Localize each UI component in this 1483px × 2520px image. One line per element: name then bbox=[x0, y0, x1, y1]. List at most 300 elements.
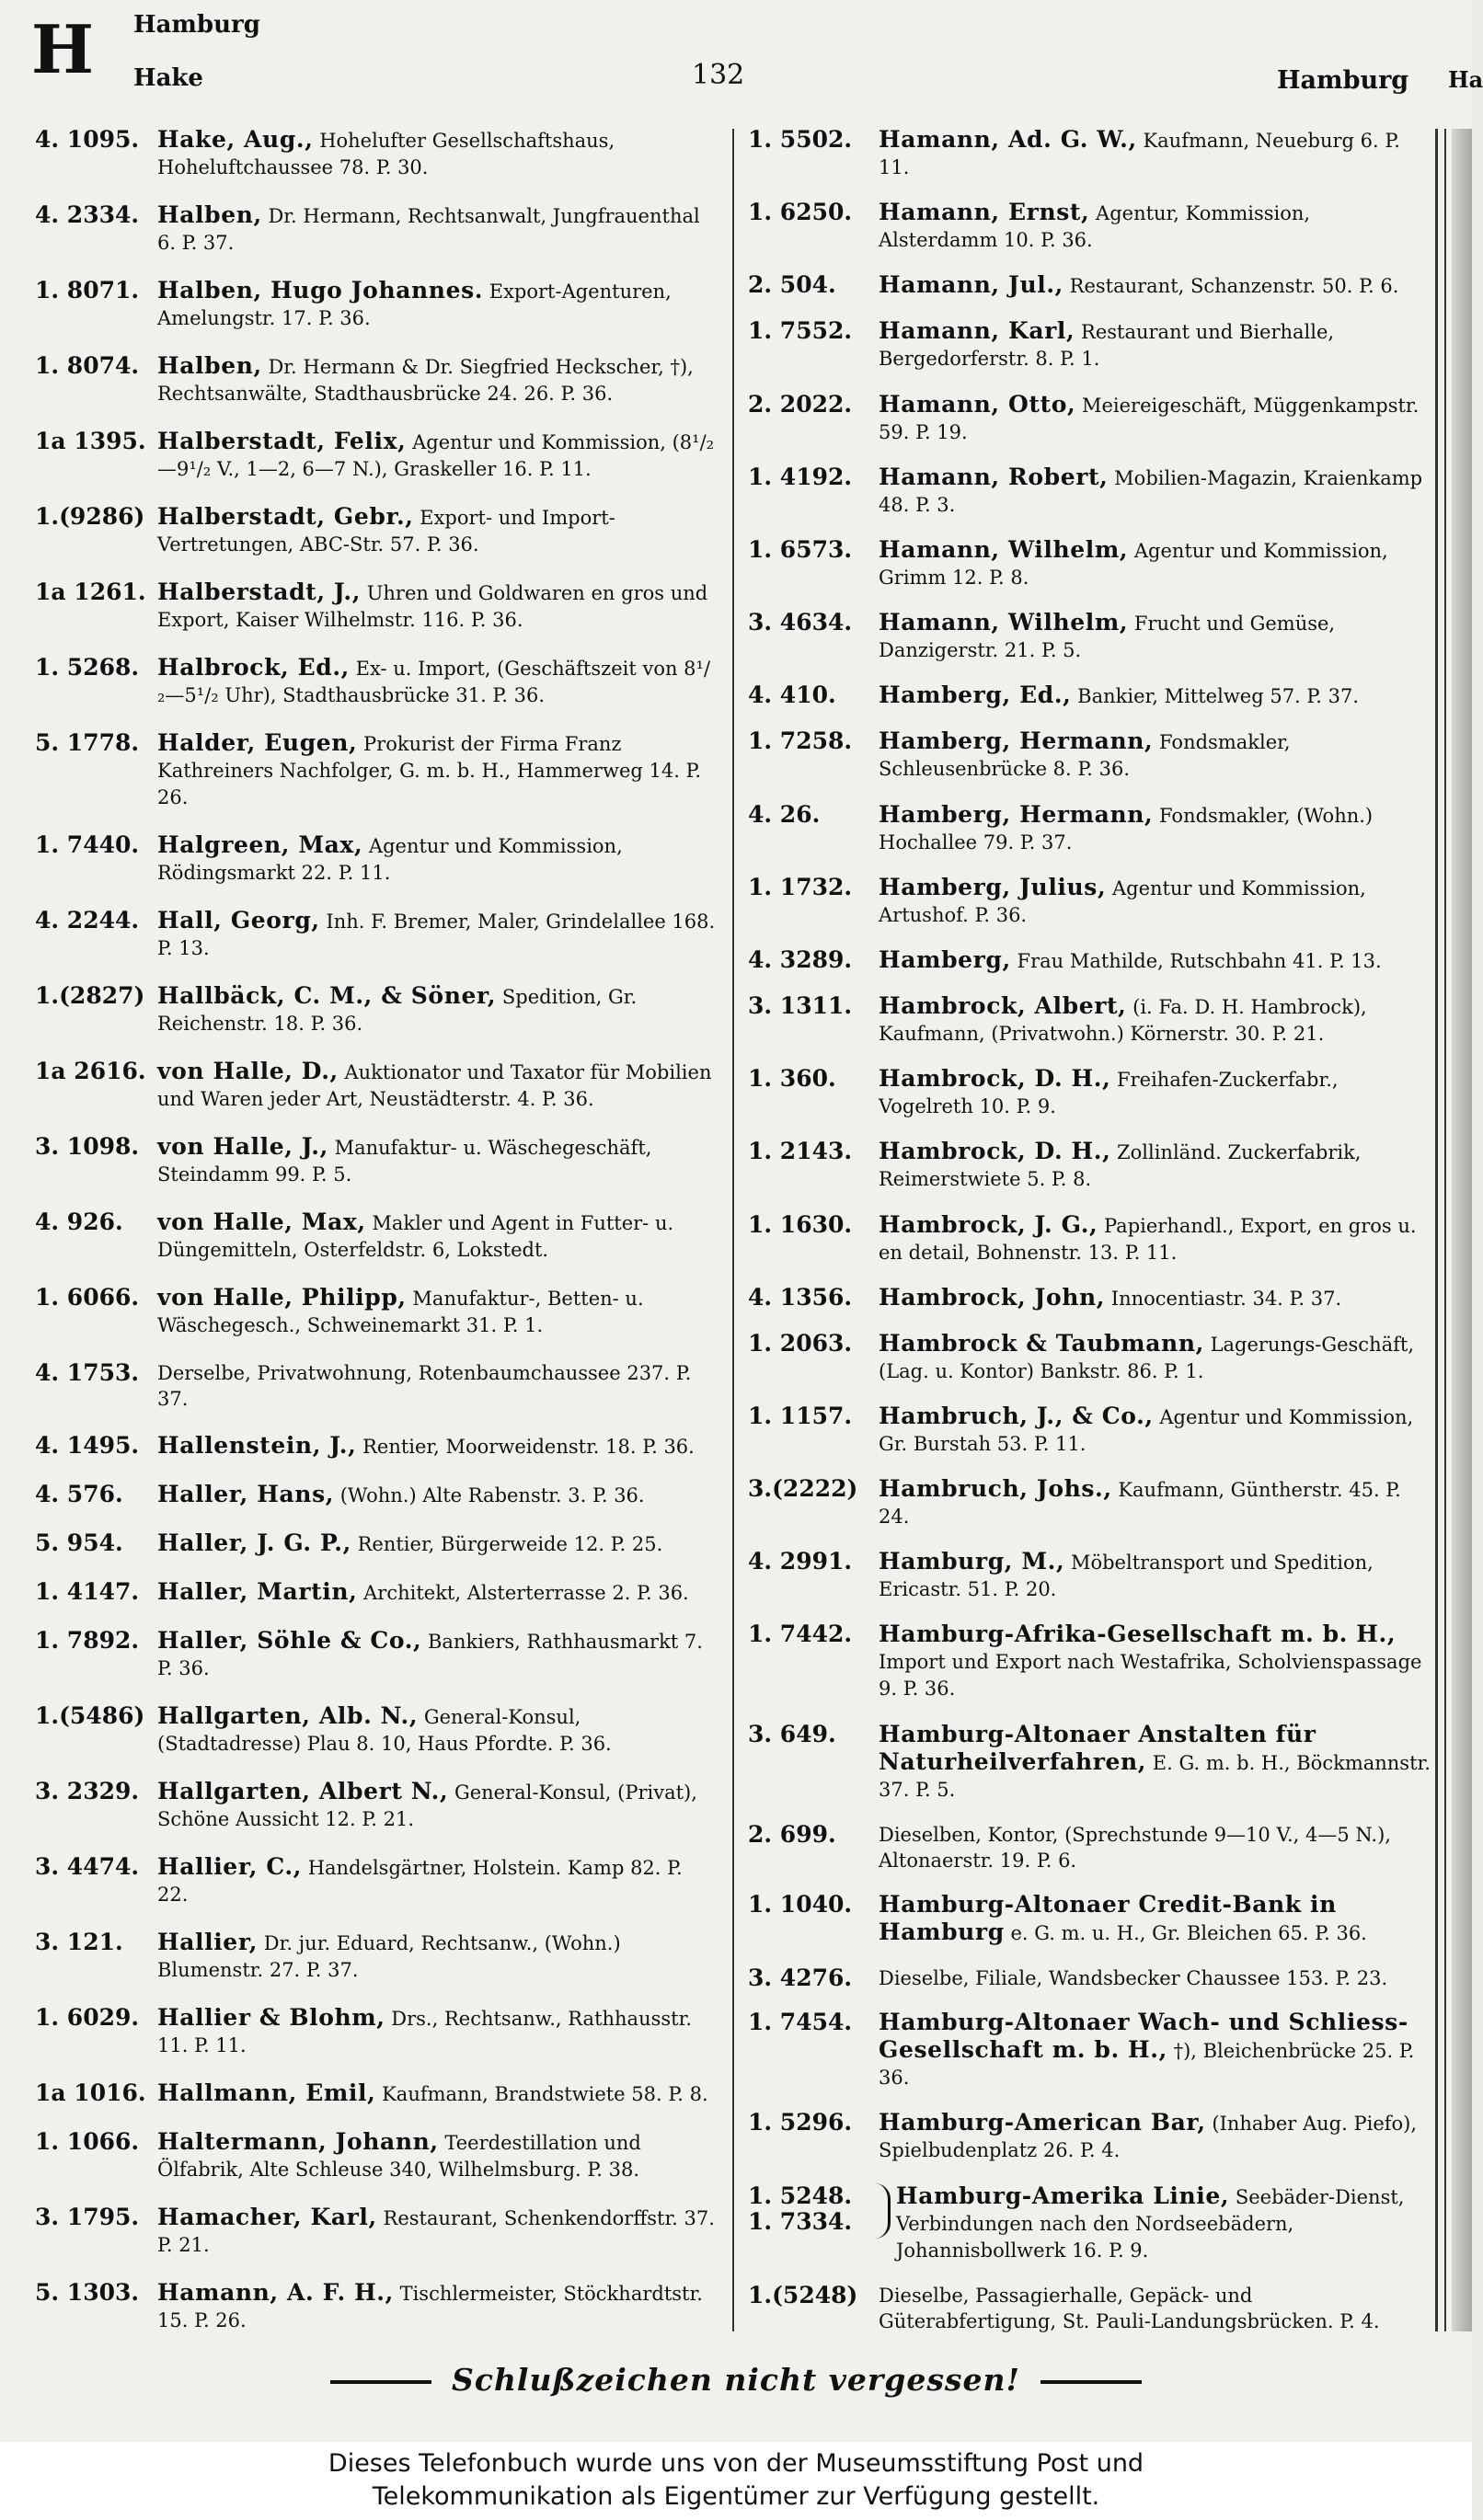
phone-number: 1. 1040. bbox=[748, 1890, 853, 1918]
phone-number: 1. 5268. bbox=[35, 654, 140, 681]
phone-number: 4. 2244. bbox=[35, 907, 140, 934]
phone-number: 4. 1095. bbox=[35, 126, 140, 153]
directory-entry bbox=[748, 1476, 1431, 1530]
directory-entry bbox=[748, 1965, 1431, 1991]
subscriber-name: Hallier, C., bbox=[157, 1853, 303, 1880]
section-letter: H bbox=[31, 10, 93, 88]
directory-entry bbox=[748, 1403, 1431, 1458]
phone-number bbox=[748, 2183, 879, 2235]
phone-number: 1. 7552. bbox=[748, 317, 853, 345]
entry-text bbox=[879, 875, 1431, 929]
phone-number: 3. 1795. bbox=[35, 2204, 140, 2230]
entry-text bbox=[157, 1059, 716, 1113]
directory-entry bbox=[748, 1331, 1431, 1385]
entry-text bbox=[157, 1482, 716, 1509]
phone-number: 1. 5296. bbox=[748, 2109, 853, 2136]
entry-text bbox=[157, 429, 716, 483]
directory-entry bbox=[748, 2283, 1431, 2334]
directory-entry bbox=[35, 429, 716, 483]
entry-text bbox=[879, 1621, 1431, 1702]
entry-text bbox=[157, 832, 716, 887]
phone-number: 1a 1261. bbox=[35, 578, 146, 605]
subscriber-name: von Halle, Philipp, bbox=[157, 1284, 407, 1311]
directory-entry bbox=[748, 537, 1431, 591]
subscriber-name: von Halle, Max, bbox=[157, 1208, 366, 1235]
subscriber-name: Hambrock & Taubmann, bbox=[879, 1329, 1204, 1357]
entry-text bbox=[879, 947, 1431, 975]
entry-text bbox=[879, 1212, 1431, 1266]
phone-number: 4. 2334. bbox=[35, 201, 140, 228]
entry-text bbox=[879, 2283, 1431, 2334]
entry-text bbox=[157, 1779, 716, 1833]
directory-entry bbox=[35, 1703, 716, 1758]
subscriber-details: Restaurant, Schenkendorffstr. 37. P. 21. bbox=[157, 2207, 715, 2256]
subscriber-details: Rentier, Moorweidenstr. 18. P. 36. bbox=[356, 1436, 695, 1458]
directory-entry bbox=[35, 1930, 716, 1984]
phone-number: 1. 2063. bbox=[748, 1329, 853, 1357]
directory-entry bbox=[35, 983, 716, 1037]
subscriber-details: Agentur und Kommission, Rödingsmarkt 22. P. 11. bbox=[157, 835, 623, 884]
subscriber-name: Haller, Martin, bbox=[157, 1578, 358, 1605]
directory-entry bbox=[35, 353, 716, 407]
entry-text bbox=[879, 318, 1431, 372]
phone-number: 4. 1356. bbox=[748, 1283, 853, 1311]
directory-entry bbox=[748, 1892, 1431, 1947]
subscriber-name: Haller, Hans, bbox=[157, 1481, 335, 1507]
entry-text bbox=[157, 579, 716, 634]
header-city-left: Hamburg bbox=[133, 11, 260, 39]
entry-text bbox=[157, 908, 716, 962]
subscriber-details: Dieselben, Kontor, (Sprechstunde 9—10 V., 4—5 N.), Altonaerstr. 19. P. 6. bbox=[879, 1823, 1391, 1872]
subscriber-details: E. G. m. b. H., Böckmannstr. 37. P. 5. bbox=[879, 1751, 1431, 1801]
entry-text bbox=[157, 278, 716, 332]
page-number: 132 bbox=[692, 59, 745, 91]
right-border-rule bbox=[1435, 129, 1438, 2331]
subscriber-details: Dieselbe, Filiale, Wandsbecker Chaussee 153. P. 23. bbox=[879, 1967, 1388, 1990]
subscriber-details: Dr. Hermann, Rechtsanwalt, Jungfrauenthal 6. P. 37. bbox=[157, 205, 700, 254]
entry-text bbox=[879, 1965, 1431, 1991]
subscriber-details: Agentur und Kommission, Grimm 12. P. 8. bbox=[879, 539, 1388, 589]
phone-number: 3. 2329. bbox=[35, 1778, 140, 1804]
phone-number: 1. 8071. bbox=[35, 277, 140, 304]
provenance-line-1: Dieses Telefonbuch wurde uns von der Museumsstiftung Post und bbox=[328, 2449, 1144, 2478]
directory-entry bbox=[748, 2110, 1431, 2164]
right-border-rule-2 bbox=[1444, 129, 1446, 2331]
phone-number: 4. 3289. bbox=[748, 945, 853, 973]
subscriber-name: Hamacher, Karl, bbox=[157, 2204, 377, 2230]
entry-text bbox=[157, 1134, 716, 1188]
subscriber-details: (Wohn.) Alte Rabenstr. 3. P. 36. bbox=[334, 1484, 645, 1506]
right-column bbox=[748, 127, 1431, 2334]
directory-entry bbox=[748, 682, 1431, 710]
directory-entry bbox=[748, 993, 1431, 1048]
subscriber-name: Hallier & Blohm, bbox=[157, 2004, 385, 2031]
subscriber-details: Rentier, Bürgerweide 12. P. 25. bbox=[351, 1533, 663, 1555]
entry-text bbox=[157, 2129, 716, 2183]
entry-text bbox=[879, 464, 1431, 519]
phone-number: 1. 7442. bbox=[748, 1621, 853, 1648]
directory-entry bbox=[748, 1549, 1431, 1603]
directory-entry bbox=[35, 1360, 716, 1412]
phone-number: 5. 1303. bbox=[35, 2279, 140, 2306]
subscriber-name: Halben, bbox=[157, 201, 262, 228]
subscriber-name: Hambruch, Johs., bbox=[879, 1475, 1112, 1503]
phone-number: 1.(2827) bbox=[35, 982, 145, 1009]
entry-text bbox=[879, 1822, 1431, 1873]
subscriber-name: Hallenstein, J., bbox=[157, 1432, 357, 1459]
subscriber-details: Export- und Import-Vertretungen, ABC-Str. 57. P. 36. bbox=[157, 507, 615, 556]
subscriber-details: e. G. m. u. H., Gr. Bleichen 65. P. 36. bbox=[1004, 1921, 1367, 1944]
subscriber-details: General-Konsul, (Privat), Schöne Aussicht 12. P. 21. bbox=[157, 1781, 697, 1830]
entry-text bbox=[879, 1722, 1431, 1804]
directory-entry bbox=[748, 610, 1431, 664]
entry-text bbox=[879, 1476, 1431, 1530]
subscriber-name: von Halle, J., bbox=[157, 1133, 328, 1160]
phone-number: 1. 7892. bbox=[35, 1627, 140, 1654]
phone-number: 1a 1395. bbox=[35, 428, 146, 454]
entry-text bbox=[157, 1209, 716, 1264]
entry-text bbox=[157, 1930, 716, 1984]
directory-entry bbox=[35, 1779, 716, 1833]
subscriber-name: Haller, Söhle & Co., bbox=[157, 1627, 422, 1654]
directory-entry bbox=[35, 2080, 716, 2108]
subscriber-details: Hohelufter Gesellschaftshaus, Hoheluftchaussee 78. P. 30. bbox=[157, 130, 615, 178]
subscriber-name: Hamburg-Altonaer Wach- und Schliess-Gesellschaft m. b. H., bbox=[879, 2009, 1408, 2064]
group-brace bbox=[875, 2183, 891, 2239]
directory-entry bbox=[35, 1134, 716, 1188]
subscriber-name: Hamberg, Ed., bbox=[879, 682, 1072, 709]
subscriber-name: Hamann, A. F. H., bbox=[157, 2279, 394, 2306]
directory-entry bbox=[748, 802, 1431, 856]
subscriber-details: Import und Export nach Westafrika, Scholvienspassage 9. P. 36. bbox=[879, 1651, 1422, 1701]
subscriber-name: Hamberg, Hermann, bbox=[879, 800, 1154, 828]
phone-number: 4. 576. bbox=[35, 1481, 123, 1507]
entry-text bbox=[879, 610, 1431, 664]
phone-number: 1. 8074. bbox=[35, 352, 140, 379]
directory-entry bbox=[35, 655, 716, 709]
entry-text bbox=[879, 2110, 1431, 2164]
subscriber-name: Hamann, Wilhelm, bbox=[879, 535, 1129, 563]
directory-entry bbox=[748, 875, 1431, 929]
subscriber-details: (i. Fa. D. H. Hambrock), Kaufmann, (Privatwohn.) Körnerstr. 30. P. 21. bbox=[879, 996, 1367, 1046]
subscriber-name: Hambrock, D. H., bbox=[879, 1138, 1111, 1165]
directory-entry bbox=[748, 947, 1431, 975]
phone-number: 4. 1753. bbox=[35, 1359, 140, 1386]
directory-entry bbox=[35, 730, 716, 811]
phone-number: 1. 6029. bbox=[35, 2004, 140, 2031]
subscriber-details: Bankier, Mittelweg 57. P. 37. bbox=[1071, 685, 1360, 708]
entry-text bbox=[157, 2080, 716, 2108]
entry-text bbox=[879, 802, 1431, 856]
entry-text bbox=[879, 272, 1431, 300]
subscriber-name: Hallbäck, C. M., & Söner, bbox=[157, 982, 497, 1009]
entry-text bbox=[157, 1285, 716, 1339]
subscriber-details: Kaufmann, Güntherstr. 45. P. 24. bbox=[879, 1479, 1401, 1529]
subscriber-name: Hamburg, M., bbox=[879, 1548, 1065, 1575]
subscriber-name: Hamberg, Hermann, bbox=[879, 727, 1154, 755]
phone-number: 3. 1098. bbox=[35, 1133, 140, 1160]
entry-text bbox=[879, 1892, 1431, 1947]
phone-number: 1.(5486) bbox=[35, 1702, 145, 1729]
directory-entry bbox=[35, 1579, 716, 1607]
reminder-banner bbox=[0, 2362, 1472, 2398]
next-page-edge-text: Ha bbox=[1448, 66, 1483, 93]
phone-number: 1.(5248) bbox=[748, 2281, 858, 2308]
subscriber-name: Hall, Georg, bbox=[157, 907, 320, 934]
directory-entry bbox=[35, 1285, 716, 1339]
phone-number: 1. 2143. bbox=[748, 1138, 853, 1165]
subscriber-name: Hambrock, Albert, bbox=[879, 992, 1127, 1020]
directory-entry bbox=[35, 2129, 716, 2183]
phone-number: 4. 410. bbox=[748, 682, 836, 709]
entry-text bbox=[157, 2205, 716, 2259]
directory-entry bbox=[748, 272, 1431, 300]
subscriber-name: Hambrock, D. H., bbox=[879, 1065, 1111, 1093]
directory-entry bbox=[748, 127, 1431, 181]
directory-entry bbox=[748, 1212, 1431, 1266]
entry-text bbox=[879, 537, 1431, 591]
phone-number: 1. 1732. bbox=[748, 873, 853, 900]
subscriber-name: Halberstadt, J., bbox=[157, 578, 362, 605]
subscriber-details: Teerdestillation und Ölfabrik, Alte Schleuse 340, Wilhelmsburg. P. 38. bbox=[157, 2132, 641, 2181]
reminder-line-left bbox=[330, 2380, 431, 2384]
subscriber-name: Hamann, Robert, bbox=[879, 463, 1109, 490]
phone-number: 1. 5502. bbox=[748, 126, 853, 153]
subscriber-name: Hamann, Ernst, bbox=[879, 199, 1090, 226]
subscriber-details: Prokurist der Firma Franz Kathreiners Nachfolger, G. m. b. H., Hammerweg 14. P. 26. bbox=[157, 733, 702, 808]
subscriber-name: Hake, Aug., bbox=[157, 126, 314, 153]
subscriber-name: Hamberg, bbox=[879, 945, 1011, 973]
entry-text bbox=[157, 504, 716, 558]
subscriber-name: Hamburg-Amerika Linie, bbox=[896, 2182, 1230, 2209]
subscriber-details: Restaurant, Schanzenstr. 50. P. 6. bbox=[1063, 275, 1399, 298]
subscriber-name: Haller, J. G. P., bbox=[157, 1529, 351, 1556]
subscriber-details: Innocentiastr. 34. P. 37. bbox=[1105, 1287, 1342, 1310]
subscriber-details: Dr. Hermann & Dr. Siegfried Heckscher, †), Rechtsanwälte, Stadthausbrücke 24. 26. P. 36. bbox=[157, 356, 694, 405]
subscriber-details: Dr. jur. Eduard, Rechtsanw., (Wohn.) Blumenstr. 27. P. 37. bbox=[157, 1932, 621, 1981]
directory-entry bbox=[748, 2183, 1431, 2264]
phone-number: 3. 4474. bbox=[35, 1853, 140, 1880]
entry-text bbox=[896, 2183, 1431, 2264]
directory-entry bbox=[35, 579, 716, 634]
phone-number: 2. 2022. bbox=[748, 390, 853, 418]
directory-entry bbox=[748, 1722, 1431, 1804]
directory-entry bbox=[748, 318, 1431, 372]
phone-number-line: 1. 7334. bbox=[748, 2207, 853, 2235]
reminder-line-right bbox=[1040, 2380, 1142, 2384]
directory-entry bbox=[748, 1066, 1431, 1120]
directory-entry bbox=[35, 278, 716, 332]
subscriber-name: Hamburg-Afrika-Gesellschaft m. b. H., bbox=[879, 1621, 1397, 1648]
subscriber-details: Frucht und Gemüse, Danzigerstr. 21. P. 5. bbox=[879, 613, 1336, 662]
phone-number: 3.(2222) bbox=[748, 1475, 858, 1503]
subscriber-name: Hamberg, Julius, bbox=[879, 873, 1107, 900]
subscriber-name: Halbrock, Ed., bbox=[157, 654, 350, 681]
entry-text bbox=[879, 392, 1431, 446]
subscriber-name: Hambrock, John, bbox=[879, 1283, 1106, 1311]
subscriber-details: Lagerungs-Geschäft, (Lag. u. Kontor) Bankstr. 86. P. 1. bbox=[879, 1333, 1414, 1382]
subscriber-details: Drs., Rechtsanw., Rathhausstr. 11. P. 11. bbox=[157, 2008, 693, 2056]
phone-number: 1. 4147. bbox=[35, 1578, 140, 1605]
entry-text bbox=[879, 1066, 1431, 1120]
provenance-line-2: Telekommunikation als Eigentümer zur Verfügung gestellt. bbox=[372, 2482, 1100, 2511]
subscriber-name: Hamburg-American Bar, bbox=[879, 2109, 1206, 2136]
subscriber-details: Restaurant und Bierhalle, Bergedorferstr. 8. P. 1. bbox=[879, 321, 1335, 371]
phone-number: 3. 649. bbox=[748, 1720, 836, 1747]
subscriber-name: Hambruch, J., & Co., bbox=[879, 1402, 1154, 1429]
subscriber-details: Frau Mathilde, Rutschbahn 41. P. 13. bbox=[1010, 949, 1382, 972]
subscriber-name: Halberstadt, Felix, bbox=[157, 428, 407, 454]
subscriber-details: Tischlermeister, Stöckhardtstr. 15. P. 26. bbox=[157, 2283, 703, 2331]
subscriber-details: Inh. F. Bremer, Maler, Grindelallee 168. P. 13. bbox=[157, 911, 716, 959]
phone-number: 4. 26. bbox=[748, 800, 821, 828]
entry-text bbox=[157, 1628, 716, 1682]
directory-entry bbox=[35, 2280, 716, 2334]
subscriber-name: Hamburg-Altonaer Credit-Bank in Hamburg bbox=[879, 1890, 1337, 1945]
directory-entry bbox=[35, 202, 716, 257]
directory-entry bbox=[35, 2005, 716, 2059]
phone-number: 1. 360. bbox=[748, 1065, 836, 1093]
directory-entry bbox=[35, 1530, 716, 1558]
directory-entry bbox=[35, 1209, 716, 1264]
subscriber-name: Halgreen, Max, bbox=[157, 831, 363, 858]
phone-number: 4. 1495. bbox=[35, 1432, 140, 1459]
subscriber-name: Halberstadt, Gebr., bbox=[157, 503, 414, 530]
entry-text bbox=[879, 728, 1431, 783]
directory-entry bbox=[35, 1059, 716, 1113]
directory-entry bbox=[748, 728, 1431, 783]
entry-text bbox=[157, 983, 716, 1037]
subscriber-details: Dieselbe, Passagierhalle, Gepäck- und Güterabfertigung, St. Pauli-Landungsbrücken. P. 4. bbox=[879, 2284, 1380, 2332]
entry-text bbox=[879, 2010, 1431, 2091]
subscriber-name: Hamburg-Altonaer Anstalten für Naturheilverfahren, bbox=[879, 1720, 1316, 1775]
directory-entry bbox=[748, 2010, 1431, 2091]
subscriber-details: Derselbe, Privatwohnung, Rotenbaumchaussee 237. P. 37. bbox=[157, 1362, 692, 1410]
phone-number: 4. 2991. bbox=[748, 1548, 853, 1575]
directory-entry bbox=[35, 127, 716, 181]
entry-text bbox=[879, 993, 1431, 1048]
phone-number: 1. 7440. bbox=[35, 831, 140, 858]
phone-number: 2. 699. bbox=[748, 1820, 836, 1848]
provenance-note bbox=[0, 2442, 1472, 2520]
entry-text bbox=[879, 1331, 1431, 1385]
phone-number: 1. 1066. bbox=[35, 2128, 140, 2155]
subscriber-details: Auktionator und Taxator für Mobilien und Waren jeder Art, Neustädterstr. 4. P. 36. bbox=[157, 1061, 712, 1110]
phone-number: 3. 4276. bbox=[748, 1964, 853, 1992]
directory-entry bbox=[748, 464, 1431, 519]
phone-number: 5. 954. bbox=[35, 1529, 123, 1556]
left-column bbox=[35, 127, 716, 2334]
subscriber-details: Handelsgärtner, Holstein. Kamp 82. P. 22. bbox=[157, 1857, 683, 1906]
subscriber-details: Freihafen-Zuckerfabr., Vogelreth 10. P. 9. bbox=[879, 1069, 1339, 1118]
phone-number: 3. 4634. bbox=[748, 609, 853, 636]
entry-text bbox=[157, 1433, 716, 1460]
phone-number-line: 1. 5248. bbox=[748, 2182, 853, 2209]
subscriber-details: Spedition, Gr. Reichenstr. 18. P. 36. bbox=[157, 986, 638, 1035]
directory-entry bbox=[35, 1433, 716, 1460]
entry-text bbox=[157, 2280, 716, 2334]
subscriber-details: Agentur und Kommission, Artushof. P. 36. bbox=[879, 876, 1366, 926]
subscriber-name: von Halle, D., bbox=[157, 1058, 339, 1084]
directory-entry bbox=[35, 1482, 716, 1509]
phone-number: 1a 2616. bbox=[35, 1058, 146, 1084]
subscriber-name: Halder, Eugen, bbox=[157, 729, 358, 756]
subscriber-name: Hallgarten, Albert N., bbox=[157, 1778, 449, 1804]
entry-text bbox=[879, 1549, 1431, 1603]
subscriber-name: Hallgarten, Alb. N., bbox=[157, 1702, 419, 1729]
column-divider bbox=[732, 129, 734, 2331]
directory-entry bbox=[35, 1628, 716, 1682]
subscriber-name: Hallier, bbox=[157, 1929, 259, 1955]
directory-entry bbox=[35, 1854, 716, 1908]
phone-number: 1. 7258. bbox=[748, 727, 853, 755]
subscriber-details: Seebäder-Dienst, Verbindungen nach den Nordseebädern, Johannisbollwerk 16. P. 9. bbox=[896, 2185, 1405, 2262]
subscriber-name: Hamann, Jul., bbox=[879, 271, 1063, 299]
header-first-keyword: Hake bbox=[133, 64, 203, 92]
directory-entry bbox=[748, 1621, 1431, 1702]
phone-number: 1. 1630. bbox=[748, 1210, 853, 1238]
subscriber-details: Meiereigeschäft, Müggenkampstr. 59. P. 19. bbox=[879, 394, 1420, 443]
subscriber-details: Manufaktur- u. Wäschegeschäft, Steindamm 99. P. 5. bbox=[157, 1137, 652, 1186]
subscriber-details: Agentur und Kommission, (8¹/₂—9¹/₂ V., 1—2, 6—7 N.), Graskeller 16. P. 11. bbox=[157, 431, 715, 480]
subscriber-details: Agentur, Kommission, Alsterdamm 10. P. 36. bbox=[879, 202, 1311, 252]
subscriber-name: Halben, bbox=[157, 352, 262, 379]
phone-number: 1. 6573. bbox=[748, 535, 853, 563]
phone-number: 1.(9286) bbox=[35, 503, 145, 530]
subscriber-name: Hamann, Karl, bbox=[879, 317, 1075, 345]
phone-number: 3. 1311. bbox=[748, 992, 853, 1020]
entry-text bbox=[879, 1139, 1431, 1193]
entry-text bbox=[879, 200, 1431, 254]
entry-text bbox=[157, 1530, 716, 1558]
entry-text bbox=[157, 2005, 716, 2059]
entry-text bbox=[157, 353, 716, 407]
subscriber-details: Kaufmann, Brandstwiete 58. P. 8. bbox=[375, 2083, 708, 2105]
subscriber-details: Ex- u. Import, (Geschäftszeit von 8¹/₂—5¹/₂ Uhr), Stadthausbrücke 31. P. 36. bbox=[157, 658, 711, 706]
phone-number: 1. 4192. bbox=[748, 463, 853, 490]
phone-number: 1. 7454. bbox=[748, 2009, 853, 2036]
entry-text bbox=[157, 1703, 716, 1758]
entry-text bbox=[157, 202, 716, 257]
subscriber-name: Hamann, Ad. G. W., bbox=[879, 126, 1137, 153]
subscriber-details: Agentur und Kommission, Gr. Burstah 53. P. 11. bbox=[879, 1405, 1414, 1455]
subscriber-details: Zollinländ. Zuckerfabrik, Reimerstwiete 5. P. 8. bbox=[879, 1141, 1362, 1191]
subscriber-details: Möbeltransport und Spedition, Ericastr. 51. P. 20. bbox=[879, 1552, 1374, 1601]
subscriber-name: Haltermann, Johann, bbox=[157, 2128, 439, 2155]
phone-number: 1. 1157. bbox=[748, 1402, 853, 1429]
subscriber-details: Manufaktur-, Betten- u. Wäschegesch., Schweinemarkt 31. P. 1. bbox=[157, 1288, 644, 1336]
header-city-right: Hamburg bbox=[1277, 66, 1409, 95]
phone-number: 1. 6066. bbox=[35, 1284, 140, 1311]
entry-text bbox=[157, 655, 716, 709]
subscriber-details: Makler und Agent in Futter- u. Düngemitteln, Osterfeldstr. 6, Lokstedt. bbox=[157, 1212, 674, 1261]
subscriber-name: Hamann, Otto, bbox=[879, 390, 1076, 418]
phone-number: 4. 926. bbox=[35, 1208, 123, 1235]
subscriber-name: Hambrock, J. G., bbox=[879, 1210, 1098, 1238]
phone-number: 3. 121. bbox=[35, 1929, 123, 1955]
entry-text bbox=[879, 1285, 1431, 1312]
phone-number: 5. 1778. bbox=[35, 729, 140, 756]
subscriber-details: Papierhandl., Export, en gros u. en detail, Bohnenstr. 13. P. 11. bbox=[879, 1214, 1417, 1264]
subscriber-details: Kaufmann, Neueburg 6. P. 11. bbox=[879, 130, 1400, 178]
subscriber-details: †), Bleichenbrücke 25. P. 36. bbox=[879, 2040, 1415, 2090]
subscriber-name: Halben, Hugo Johannes. bbox=[157, 277, 484, 304]
subscriber-details: Export-Agenturen, Amelungstr. 17. P. 36. bbox=[157, 281, 672, 329]
subscriber-details: Fondsmakler, (Wohn.) Hochallee 79. P. 37. bbox=[879, 804, 1374, 853]
directory-entry bbox=[35, 832, 716, 887]
entry-text bbox=[879, 127, 1431, 181]
entry-text bbox=[157, 730, 716, 811]
